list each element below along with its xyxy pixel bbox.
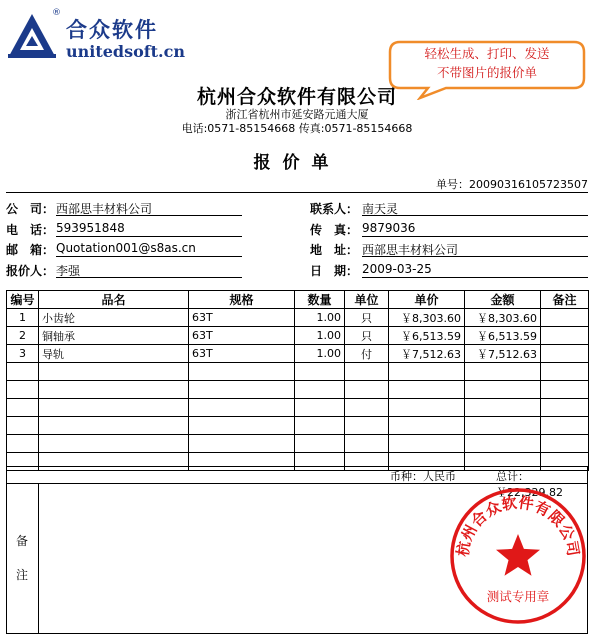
stamp-star-icon xyxy=(496,534,540,576)
cell-amount: ￥8,303.60 xyxy=(465,309,541,327)
address-label: 地 址： xyxy=(310,243,359,257)
cell-unit: 付 xyxy=(345,345,389,363)
callout-text xyxy=(398,44,576,82)
quoter-value: 李强 xyxy=(56,264,81,278)
document-title: 报价单 xyxy=(253,153,341,173)
contact-label: 联系人： xyxy=(310,202,359,216)
cell-qty: 1.00 xyxy=(295,309,345,327)
phone-underline xyxy=(56,236,242,237)
total-label: 总计： xyxy=(496,470,529,483)
cell-price: ￥8,303.60 xyxy=(389,309,465,327)
header-name: 品名 xyxy=(39,291,189,309)
header-qty: 数量 xyxy=(295,291,345,309)
registered-mark: ® xyxy=(52,8,61,18)
empty-row xyxy=(7,363,589,381)
company-address: 浙江省杭州市延安路元通大厦 xyxy=(225,108,369,121)
company-stamp xyxy=(448,486,588,626)
company-title: 杭州合众软件有限公司 xyxy=(196,86,397,108)
currency xyxy=(390,468,456,484)
cell-no: 3 xyxy=(7,345,39,363)
quoter-label: 报价人： xyxy=(6,264,55,278)
logo-chinese-name: 合众软件 xyxy=(66,18,158,42)
fax-label: 传 真： xyxy=(310,223,359,237)
contact-value: 南天灵 xyxy=(362,202,399,216)
header-spec: 规格 xyxy=(189,291,295,309)
phone-label: 电 话： xyxy=(6,223,55,237)
cell-name: 铜轴承 xyxy=(39,327,189,345)
empty-row xyxy=(7,435,589,453)
header-amount: 金额 xyxy=(465,291,541,309)
cell-spec: 63T xyxy=(189,345,295,363)
email-value: Quotation001@s8as.cn xyxy=(56,241,196,255)
callout-line-1: 轻松生成、打印、发送 xyxy=(424,46,550,61)
cell-price: ￥6,513.59 xyxy=(389,327,465,345)
cell-qty: 1.00 xyxy=(295,345,345,363)
cell-amount: ￥6,513.59 xyxy=(465,327,541,345)
document-number-value: 20090316105723507 xyxy=(469,178,588,191)
table-row xyxy=(7,345,589,363)
contact-underline xyxy=(362,215,588,216)
empty-row xyxy=(7,399,589,417)
cell-note xyxy=(541,309,589,327)
cell-unit: 只 xyxy=(345,327,389,345)
cell-name: 小齿轮 xyxy=(39,309,189,327)
company-logo-icon xyxy=(4,10,60,66)
document-number xyxy=(436,176,588,192)
company-phone: 电话:0571-85154668 传真:0571-85154668 xyxy=(181,122,413,135)
table-row xyxy=(7,327,589,345)
callout-line-2: 不带图片的报价单 xyxy=(436,65,537,80)
cell-unit: 只 xyxy=(345,309,389,327)
date-underline xyxy=(362,277,588,278)
table-header-row xyxy=(7,291,589,309)
header-note: 备注 xyxy=(541,291,589,309)
remarks-divider xyxy=(38,483,39,634)
header-divider xyxy=(6,192,588,193)
table-row xyxy=(7,309,589,327)
date-value: 2009-03-25 xyxy=(362,262,432,276)
date-label: 日 期： xyxy=(310,264,359,278)
cell-spec: 63T xyxy=(189,327,295,345)
currency-value: 人民币 xyxy=(423,470,456,483)
logo-english-name: unitedsoft.cn xyxy=(66,42,185,61)
phone-value: 593951848 xyxy=(56,221,125,235)
stamp-arc-text: 杭州合众软件有限公司 xyxy=(453,493,583,558)
total-value: ￥22,329.82 xyxy=(496,486,563,499)
header-unit: 单位 xyxy=(345,291,389,309)
cell-no: 1 xyxy=(7,309,39,327)
cell-price: ￥7,512.63 xyxy=(389,345,465,363)
email-label: 邮 箱： xyxy=(6,243,55,257)
cell-note xyxy=(541,345,589,363)
stamp-bottom-text: 测试专用章 xyxy=(486,589,550,604)
company-underline xyxy=(56,215,242,216)
cell-note xyxy=(541,327,589,345)
company-label: 公 司： xyxy=(6,202,55,216)
cell-qty: 1.00 xyxy=(295,327,345,345)
cell-spec: 63T xyxy=(189,309,295,327)
items-table xyxy=(6,290,589,471)
fax-value: 9879036 xyxy=(362,221,416,235)
company-value: 西部思丰材料公司 xyxy=(56,202,153,216)
quoter-underline xyxy=(56,277,242,278)
address-underline xyxy=(362,256,588,257)
document-number-label: 单号： xyxy=(436,178,470,191)
address-value: 西部思丰材料公司 xyxy=(362,243,459,257)
email-underline xyxy=(56,256,242,257)
cell-amount: ￥7,512.63 xyxy=(465,345,541,363)
header-no: 编号 xyxy=(7,291,39,309)
empty-row xyxy=(7,381,589,399)
header-price: 单价 xyxy=(389,291,465,309)
remarks-label-1: 备 xyxy=(16,534,29,548)
cell-no: 2 xyxy=(7,327,39,345)
remarks-label-2: 注 xyxy=(16,568,29,582)
empty-row xyxy=(7,417,589,435)
fax-underline xyxy=(362,236,588,237)
cell-name: 导轨 xyxy=(39,345,189,363)
currency-label: 币种： xyxy=(390,470,423,483)
